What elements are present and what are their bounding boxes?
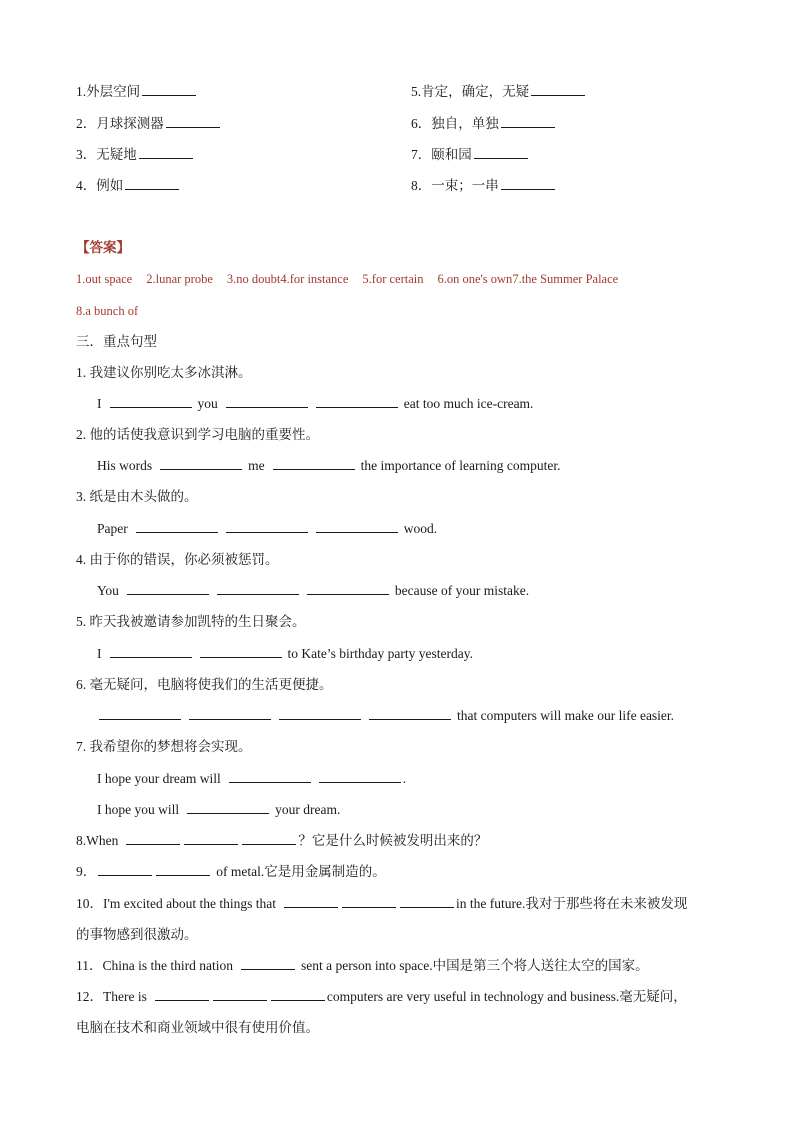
- answer-blank[interactable]: [160, 468, 242, 470]
- answer-blank[interactable]: [226, 531, 308, 533]
- answer-item: 3.no doubt: [226, 272, 281, 286]
- section-heading: 三．重点句型: [76, 334, 157, 349]
- question-6-en: [97, 707, 674, 725]
- answer-item: 6.on one's own: [437, 272, 513, 286]
- sentence-text: because of your mistake.: [394, 583, 530, 598]
- question-2-en: [97, 457, 560, 475]
- question-5-en: [97, 645, 473, 663]
- sentence-text: the importance of learning computer.: [360, 458, 561, 473]
- question-1-cn: 1. 我建议你别吃太多冰淇淋。: [76, 365, 252, 380]
- sentence-text: in the future.我对于那些将在未来被发现: [456, 896, 688, 911]
- vocab-item-6: [411, 115, 557, 133]
- sentence-text: to Kate’s birthday party yesterday.: [287, 646, 473, 661]
- question-8: [76, 832, 487, 850]
- vocab-label: 4．例如: [76, 178, 124, 193]
- answer-item: 1.out space: [76, 272, 133, 286]
- vocab-label: 7．颐和园: [411, 147, 472, 162]
- question-9: [76, 863, 386, 881]
- answer-blank[interactable]: [125, 188, 179, 190]
- vocab-item-3: [76, 146, 195, 164]
- answer-blank[interactable]: [271, 999, 325, 1001]
- answer-blank[interactable]: [217, 593, 299, 595]
- question-12-cont: 电脑在技术和商业领域中很有使用价值。: [76, 1020, 319, 1035]
- answer-blank[interactable]: [226, 406, 308, 408]
- sentence-text: His words: [97, 458, 153, 473]
- answer-blank[interactable]: [242, 843, 296, 845]
- question-12: [76, 988, 687, 1006]
- sentence-text: 9．: [76, 864, 97, 879]
- answer-blank[interactable]: [127, 593, 209, 595]
- sentence-text: I: [97, 646, 102, 661]
- sentence-text: ？它是什么时候被发明出来的？: [298, 833, 488, 848]
- question-7-cn: 7. 我希望你的梦想将会实现。: [76, 739, 252, 754]
- question-6-cn: 6. 毫无疑问，电脑将使我们的生活更便捷。: [76, 677, 333, 692]
- answer-blank[interactable]: [474, 157, 528, 159]
- question-3-cn: 3. 纸是由木头做的。: [76, 489, 198, 504]
- sentence-text: I hope you will: [97, 802, 180, 817]
- answer-item: 7.the Summer Palace: [512, 272, 619, 286]
- vocab-label: 8．一束；一串: [411, 178, 499, 193]
- answer-heading: 【答案】: [76, 240, 130, 255]
- answer-blank[interactable]: [319, 781, 401, 783]
- sentence-text: I hope your dream will: [97, 771, 221, 786]
- question-2-cn: 2. 他的话使我意识到学习电脑的重要性。: [76, 427, 319, 442]
- answer-line: [76, 270, 618, 288]
- answer-blank[interactable]: [142, 94, 196, 96]
- answer-blank[interactable]: [501, 126, 555, 128]
- vocab-label: 5.肯定，确定，无疑: [411, 84, 530, 99]
- sentence-text: 11．China is the third nation: [76, 958, 233, 973]
- sentence-text: .: [402, 771, 407, 786]
- vocab-item-2: [76, 115, 222, 133]
- answer-blank[interactable]: [316, 531, 398, 533]
- question-11: [76, 957, 649, 975]
- question-1-en: [97, 395, 533, 413]
- vocab-label: 3．无疑地: [76, 147, 137, 162]
- vocab-item-4: [76, 177, 181, 195]
- answer-blank[interactable]: [155, 999, 209, 1001]
- sentence-text: of metal.它是用金属制造的。: [216, 864, 386, 879]
- question-5-cn: 5. 昨天我被邀请参加凯特的生日聚会。: [76, 614, 306, 629]
- answer-blank[interactable]: [273, 468, 355, 470]
- answer-blank[interactable]: [342, 906, 396, 908]
- sentence-text: your dream.: [275, 802, 341, 817]
- sentence-text: that computers will make our life easier.: [457, 708, 675, 723]
- answer-blank[interactable]: [229, 781, 311, 783]
- sentence-text: 10．I'm excited about the things that: [76, 896, 277, 911]
- question-7-en-2: [97, 801, 340, 819]
- sentence-text: eat too much ice-cream.: [403, 396, 534, 411]
- answer-blank[interactable]: [316, 406, 398, 408]
- answer-blank[interactable]: [279, 718, 361, 720]
- sentence-text: 12．There is: [76, 989, 147, 1004]
- sentence-text: wood.: [403, 521, 438, 536]
- vocab-label: 2．月球探测器: [76, 116, 164, 131]
- answer-blank[interactable]: [200, 656, 282, 658]
- answer-blank[interactable]: [156, 874, 210, 876]
- question-3-en: [97, 520, 437, 538]
- answer-item: 5.for certain: [362, 272, 424, 286]
- question-4-en: [97, 582, 529, 600]
- sentence-text: Paper: [97, 521, 128, 536]
- answer-blank[interactable]: [110, 656, 192, 658]
- answer-blank[interactable]: [213, 999, 267, 1001]
- answer-blank[interactable]: [400, 906, 454, 908]
- answer-blank[interactable]: [126, 843, 180, 845]
- answer-blank[interactable]: [99, 718, 181, 720]
- answer-blank[interactable]: [284, 906, 338, 908]
- question-4-cn: 4. 由于你的错误，你必须被惩罚。: [76, 552, 279, 567]
- vocab-item-1: [76, 83, 198, 101]
- answer-blank[interactable]: [136, 531, 218, 533]
- answer-blank[interactable]: [166, 126, 220, 128]
- sentence-text: You: [97, 583, 119, 598]
- answer-blank[interactable]: [369, 718, 451, 720]
- sentence-text: you: [197, 396, 218, 411]
- vocab-label: 1.外层空间: [76, 84, 141, 99]
- answer-blank[interactable]: [98, 874, 152, 876]
- answer-blank[interactable]: [531, 94, 585, 96]
- sentence-text: me: [248, 458, 265, 473]
- sentence-text: computers are very useful in technology and business.毫无疑问，: [326, 989, 687, 1004]
- answer-blank[interactable]: [501, 188, 555, 190]
- vocab-label: 6．独自，单独: [411, 116, 499, 131]
- answer-blank[interactable]: [110, 406, 192, 408]
- answer-blank[interactable]: [241, 968, 295, 970]
- sentence-text: 8.When: [76, 833, 119, 848]
- answer-blank[interactable]: [184, 843, 238, 845]
- answer-blank[interactable]: [189, 718, 271, 720]
- answer-item: 2.lunar probe: [146, 272, 213, 286]
- answer-item-8: 8.a bunch of: [76, 304, 139, 318]
- answer-blank[interactable]: [139, 157, 193, 159]
- answer-item: 4.for instance: [280, 272, 349, 286]
- question-7-en-1: [97, 770, 406, 788]
- question-10-cont: 的事物感到很激动。: [76, 927, 198, 942]
- answer-blank[interactable]: [307, 593, 389, 595]
- vocab-item-5: [411, 83, 587, 101]
- sentence-text: I: [97, 396, 102, 411]
- vocab-item-7: [411, 146, 530, 164]
- answer-blank[interactable]: [187, 812, 269, 814]
- question-10: [76, 895, 687, 913]
- sentence-text: sent a person into space.中国是第三个将人送往太空的国家。: [300, 958, 649, 973]
- vocab-item-8: [411, 177, 557, 195]
